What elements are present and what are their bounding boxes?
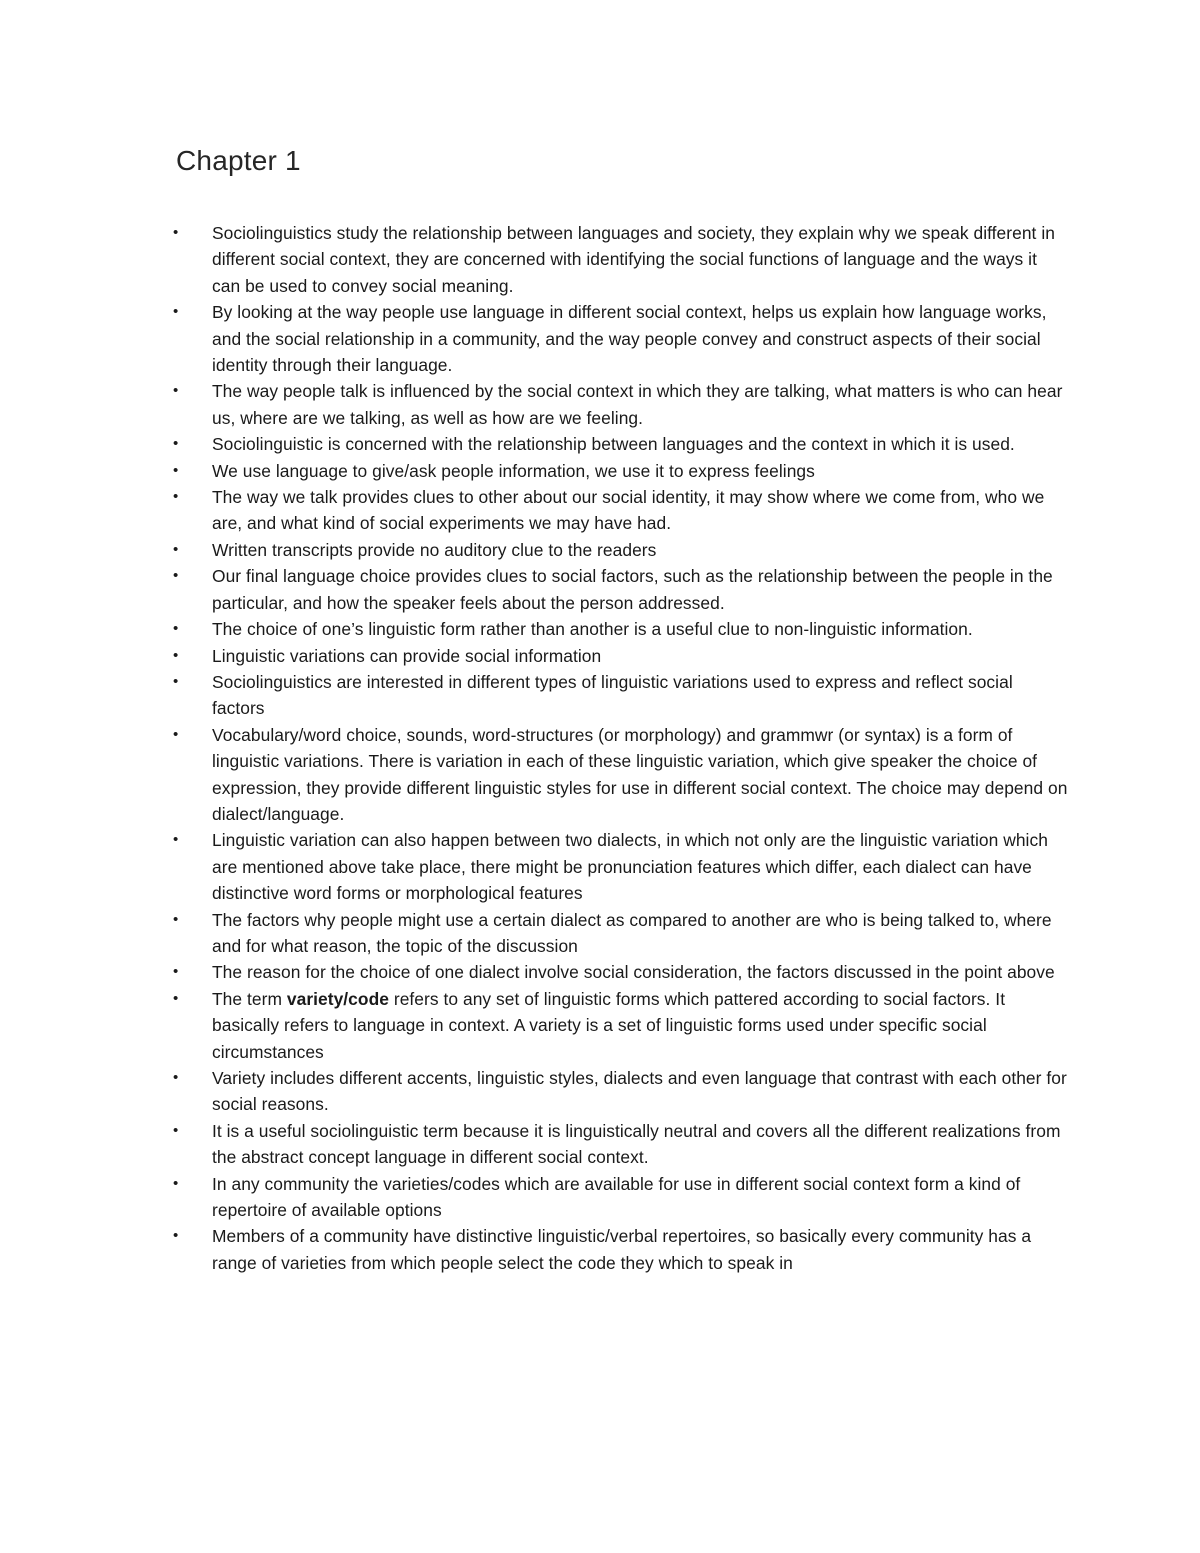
list-item-text: The reason for the choice of one dialect involve social consideration, the factors discussed in the point above (212, 962, 1055, 983)
bullet-icon: • (173, 488, 179, 506)
list-item (170, 1065, 1070, 1118)
bullet-icon: • (173, 910, 179, 928)
bullet-icon: • (173, 646, 179, 664)
bullet-icon: • (173, 672, 179, 690)
list-item-text: Linguistic variations can provide social information (212, 645, 602, 666)
list-item (170, 959, 1070, 985)
list-item-text: Written transcripts provide no auditory clue to the readers (212, 539, 657, 560)
list-item (170, 643, 1070, 669)
list-item-text: Our final language choice provides clues to social factors, such as the relationship between the people in the particular, and how the speaker feels about the person addressed. (212, 566, 1053, 613)
list-item (170, 986, 1070, 1065)
list-item (170, 1223, 1070, 1276)
list-item (170, 827, 1070, 906)
list-item (170, 563, 1070, 616)
bullet-icon: • (173, 435, 179, 453)
term-intro-text: The term (212, 988, 287, 1009)
list-item-text: By looking at the way people use language in different social context, helps us explain how language works, and the social relationship in a community, and the way people convey and construct aspects of their social identity through their language. (212, 302, 1047, 376)
list-item-text (212, 989, 1005, 1062)
list-item-text: The way we talk provides clues to other about our social identity, it may show where we come from, who we are, and what kind of social experiments we may have had. (212, 487, 1045, 534)
list-item-text: The way people talk is influenced by the social context in which they are talking, what matters is who can hear us, where are we talking, as well as how are we feeling. (212, 381, 1063, 428)
page-title: Chapter 1 (176, 145, 301, 176)
list-item-text: Sociolinguistic is concerned with the relationship between languages and the context in which it is used. (212, 434, 1015, 455)
list-item (170, 378, 1070, 431)
bullet-icon: • (173, 303, 179, 321)
list-item-text: The factors why people might use a certain dialect as compared to another are who is being talked to, where and for what reason, the topic of the discussion (212, 909, 1052, 956)
list-item (170, 431, 1070, 457)
list-item-text: Sociolinguistics are interested in different types of linguistic variations used to express and reflect social factors (212, 671, 1013, 719)
list-item (170, 299, 1070, 378)
bullet-icon: • (173, 567, 179, 585)
bullet-icon: • (173, 989, 179, 1007)
list-item-text: In any community the varieties/codes which are available for use in different social context form a kind of repertoire of available options (212, 1173, 1021, 1221)
list-item-text: Linguistic variation can also happen between two dialects, in which not only are the linguistic variation which are mentioned above take place, there might be pronunciation features which differ, each dialect can have distinctive word forms or morphological features (212, 830, 1048, 904)
bullet-icon: • (173, 1121, 179, 1139)
bullet-icon: • (173, 382, 179, 400)
list-item-text: The choice of one’s linguistic form rather than another is a useful clue to non-linguistic information. (212, 619, 973, 640)
term-bold-text: variety/code (286, 988, 389, 1009)
list-item (170, 220, 1070, 299)
list-item-text: Variety includes different accents, linguistic styles, dialects and even language that contrast with each other for social reasons. (212, 1068, 1067, 1115)
list-item-text: Sociolinguistics study the relationship between languages and society, they explain why we speak different in different social context, they are concerned with identifying the social functions of language and the ways it can be used to convey social meaning. (212, 223, 1055, 296)
bullet-icon: • (173, 1227, 179, 1245)
list-item (170, 616, 1070, 642)
list-item (170, 722, 1070, 828)
list-item-text: It is a useful sociolinguistic term because it is linguistically neutral and covers all the different realizations from the abstract concept language in different social context. (212, 1120, 1061, 1168)
list-item-text: Vocabulary/word choice, sounds, word-structures (or morphology) and grammwr (or syntax) is a form of linguistic variations. There is variation in each of these linguistic variation, which give speaker the choice of expression, they provide different linguistic styles for use in different social context. The choice may depend on dialect/language. (212, 724, 1068, 824)
list-item (170, 1118, 1070, 1171)
list-item-text: We use language to give/ask people information, we use it to express feelings (212, 460, 815, 481)
bullet-icon: • (173, 963, 179, 981)
bullet-icon: • (173, 1174, 179, 1192)
bullet-icon: • (173, 461, 179, 479)
list-item (170, 669, 1070, 722)
bullet-icon: • (173, 831, 179, 849)
list-item-text: Members of a community have distinctive linguistic/verbal repertoires, so basically every community has a range of varieties from which people select the code they which to speak in (212, 1226, 1032, 1273)
list-item (170, 458, 1070, 484)
bullet-icon: • (173, 620, 179, 638)
bullet-icon: • (173, 224, 179, 241)
list-item (170, 1171, 1070, 1224)
bullet-icon: • (173, 540, 179, 558)
term-definition-text: refers to any set of linguistic forms which pattered according to social factors. It basically refers to language in context. A variety is a set of linguistic forms used under specific social circumstances (212, 988, 1006, 1062)
bullet-list (170, 220, 1070, 1276)
bullet-icon: • (173, 1069, 179, 1086)
list-item (170, 537, 1070, 563)
list-item (170, 484, 1070, 537)
bullet-icon: • (173, 725, 179, 743)
list-item (170, 907, 1070, 960)
